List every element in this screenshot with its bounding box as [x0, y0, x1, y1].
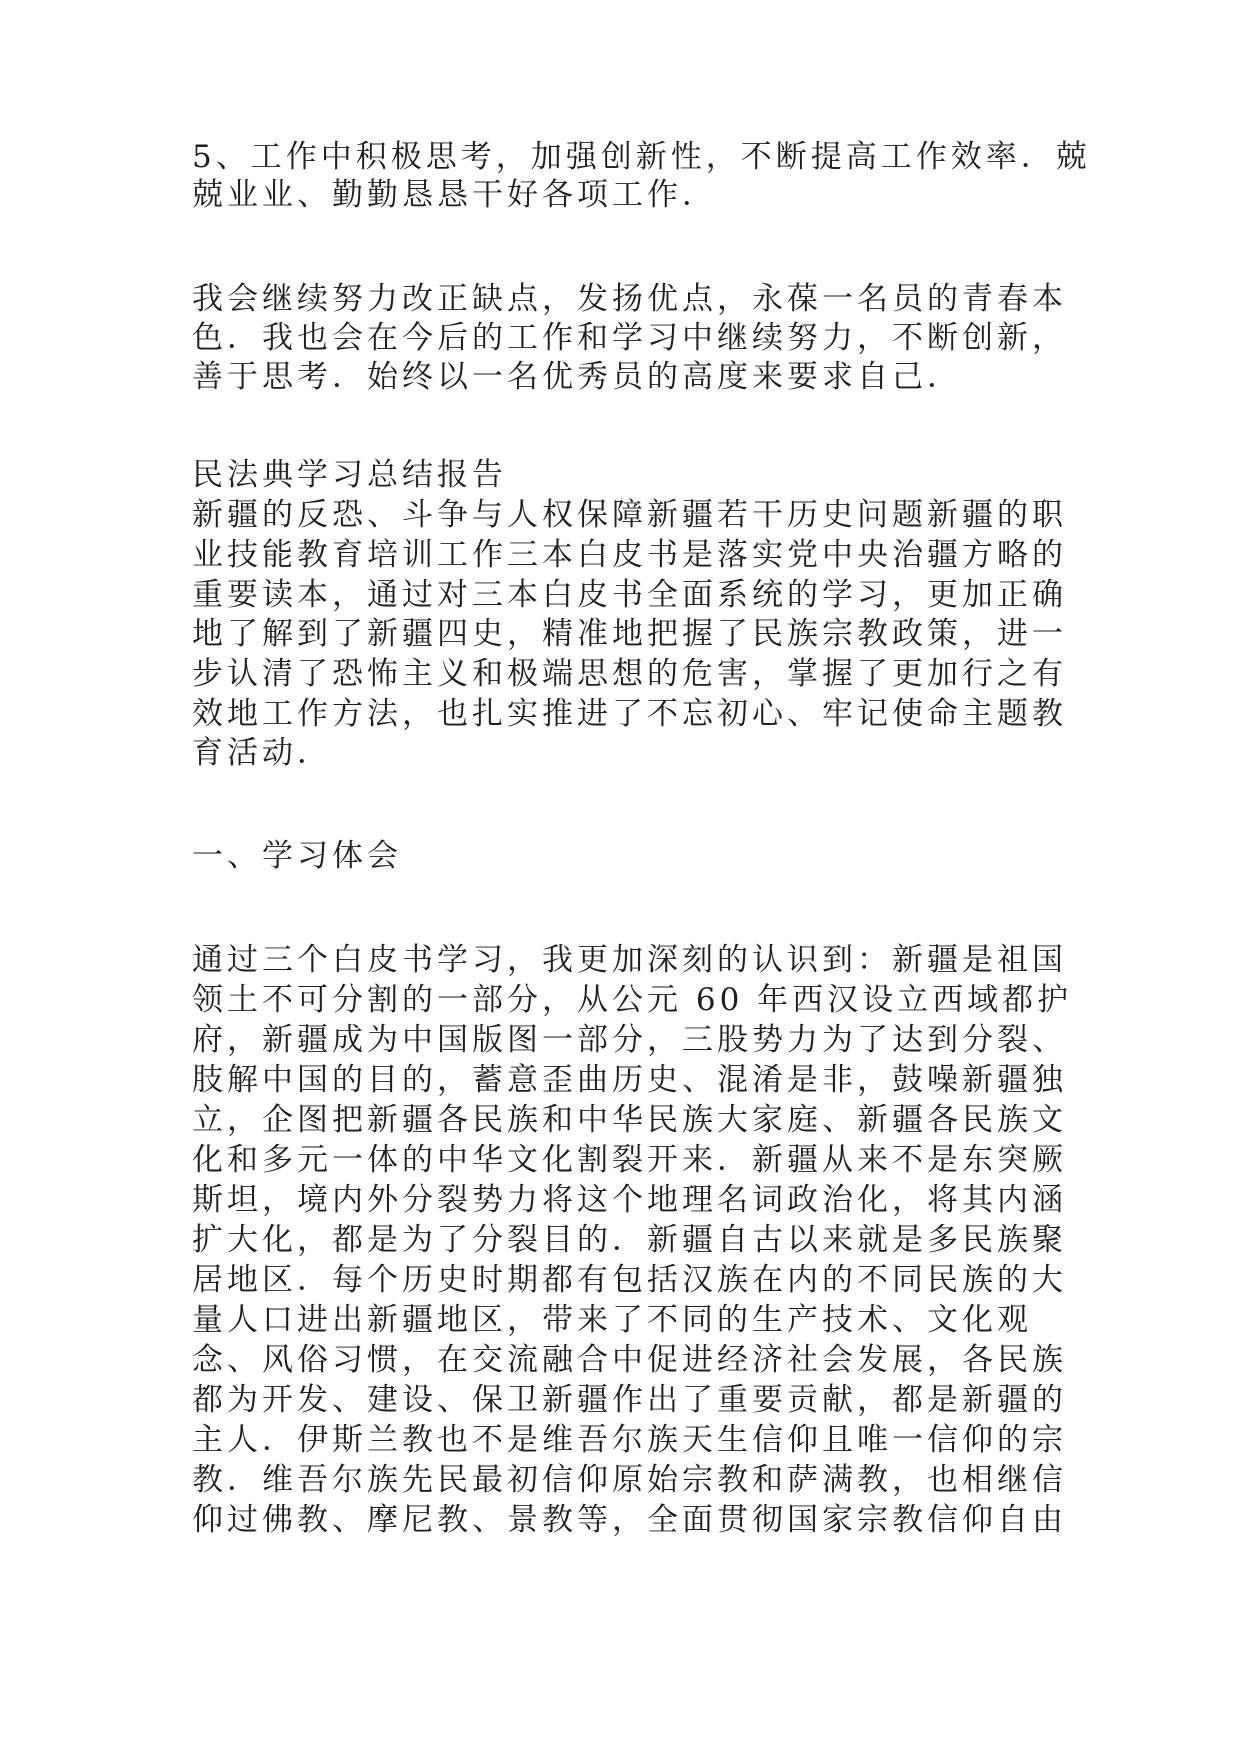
paragraph-line: 重要读本，通过对三本白皮书全面系统的学习，更加正确 [192, 577, 1067, 613]
paragraph-line: 量人口进出新疆地区，带来了不同的生产技术、文化观 [192, 1302, 1032, 1338]
paragraph-line: 立，企图把新疆各民族和中华民族大家庭、新疆各民族文 [192, 1102, 1067, 1138]
paragraph-line: 都为开发、建设、保卫新疆作出了重要贡献，都是新疆的 [192, 1382, 1067, 1418]
paragraph-line: 色．我也会在今后的工作和学习中继续努力，不断创新， [192, 320, 1067, 356]
section-heading: 一、学习体会 [192, 838, 402, 874]
paragraph-line: 仰过佛教、摩尼教、景教等，全面贯彻国家宗教信仰自由 [192, 1502, 1067, 1538]
paragraph-line: 主人．伊斯兰教也不是维吾尔族天生信仰且唯一信仰的宗 [192, 1422, 1067, 1458]
paragraph-line: 教．维吾尔族先民最初信仰原始宗教和萨满教，也相继信 [192, 1462, 1067, 1498]
paragraph-line: 化和多元一体的中华文化割裂开来．新疆从来不是东突厥 [192, 1142, 1067, 1178]
paragraph-line: 扩大化，都是为了分裂目的．新疆自古以来就是多民族聚 [192, 1222, 1067, 1258]
paragraph-line: 业技能教育培训工作三本白皮书是落实党中央治疆方略的 [192, 537, 1067, 573]
paragraph-line: 5、工作中积极思考，加强创新性，不断提高工作效率．兢 [192, 139, 1091, 175]
paragraph-line: 通过三个白皮书学习，我更加深刻的认识到：新疆是祖国 [192, 942, 1067, 978]
paragraph-line: 育活动． [192, 735, 332, 771]
paragraph-line: 效地工作方法，也扎实推进了不忘初心、牢记使命主题教 [192, 696, 1067, 732]
paragraph-line: 居地区．每个历史时期都有包括汉族在内的不同民族的大 [192, 1262, 1067, 1298]
paragraph-line: 新疆的反恐、斗争与人权保障新疆若干历史问题新疆的职 [192, 497, 1067, 533]
paragraph-line: 肢解中国的目的，蓄意歪曲历史、混淆是非，鼓噪新疆独 [192, 1062, 1067, 1098]
paragraph-line: 我会继续努力改正缺点，发扬优点，永葆一名员的青春本 [192, 281, 1067, 317]
paragraph-line: 步认清了恐怖主义和极端思想的危害，掌握了更加行之有 [192, 656, 1067, 692]
paragraph-line: 府，新疆成为中国版图一部分，三股势力为了达到分裂、 [192, 1022, 1067, 1058]
paragraph-line: 念、风俗习惯，在交流融合中促进经济社会发展，各民族 [192, 1342, 1067, 1378]
paragraph-line: 善于思考．始终以一名优秀员的高度来要求自己． [192, 359, 962, 395]
paragraph-line: 领土不可分割的一部分，从公元 60 年西汉设立西域都护 [192, 982, 1073, 1018]
report-title: 民法典学习总结报告 [192, 457, 507, 493]
paragraph-line: 兢业业、勤勤恳恳干好各项工作． [192, 177, 717, 213]
paragraph-line: 地了解到了新疆四史，精准地把握了民族宗教政策，进一 [192, 616, 1067, 652]
paragraph-line: 斯坦，境内外分裂势力将这个地理名词政治化，将其内涵 [192, 1182, 1067, 1218]
